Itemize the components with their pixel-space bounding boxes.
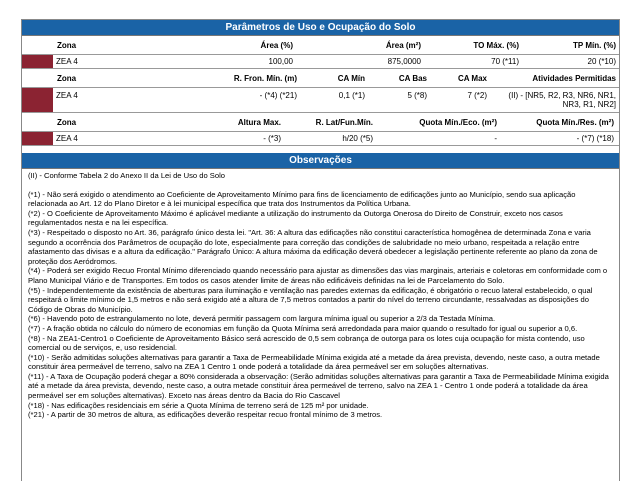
header-area-m2: Área (m²) — [385, 40, 421, 50]
table2-header — [22, 69, 619, 87]
cell-ca-bas: 5 (*8) — [407, 91, 427, 100]
obs-spacer — [28, 181, 613, 190]
cell-zona: ZEA 4 — [56, 134, 78, 143]
header-ca-bas: CA Bas — [398, 73, 427, 83]
header-area-pct: Área (%) — [260, 40, 293, 50]
obs-line: (*3) - Respeitado o disposto no Art. 36, parágrafo único desta lei. "Art. 36: A altura das edificações não constitui característica homogênea de determinada Zona e varia segundo a ocorrência dos Parâmetros de ocupação do lote, especialmente para correção das condições de salubridade no meio urbano, respeitada a relação entre afastamento das divisas e a altura da edificação." Parágrafo Único: A altura máxima da edificação deverá obedecer a legislação pertinente referente ao plano da zona de proteção dos Aeródromos. — [28, 227, 598, 266]
cell-atividades — [490, 88, 619, 109]
cell-quota-res: - (*7) (*18) — [576, 134, 614, 143]
zone-color-swatch — [22, 88, 53, 112]
cell-recuo-frontal: - (*4) (*21) — [259, 91, 297, 100]
obs-line: (*6) - Havendo poto de estrangulamento no lote, deverá permitir passagem com largura mínima igual ou superior a 2/3 da Testada Mínima. — [28, 314, 496, 324]
parameters-title: Parâmetros de Uso e Ocupação do Solo — [22, 20, 619, 36]
obs-line: (*7) - A fração obtida no cálculo do número de economias em função da Quota Mínima será arredondada para maior quando o resultado for igual ou superior a 0,6. — [28, 323, 578, 333]
cell-zona: ZEA 4 — [56, 57, 78, 66]
observations-text — [22, 169, 619, 420]
table1-row — [22, 54, 619, 69]
header-zona: Zona — [57, 117, 77, 127]
header-quota-res: Quota Mín./Res. (m²) — [536, 117, 614, 127]
header-ca-max: CA Max — [457, 73, 487, 83]
zone-color-swatch — [22, 55, 53, 68]
obs-line: (II) - Conforme Tabela 2 do Anexo II da Lei de Uso do Solo — [28, 171, 225, 180]
obs-line: (*5) - Independentemente da existência de aberturas para iluminação e ventilação nas paredes externas da edificação, é obrigatório o recuo lateral estabelecido, o qual respeitará o limite mínimo de 1,5 metros e não será exigido até a altura de 7,5 metros contados a partir do nível do terreno circundante, ressalvadas as disposições do Código de Obras do Município. — [28, 285, 593, 314]
cell-quota-eco: - — [494, 134, 497, 143]
table2-row — [22, 87, 619, 113]
atividades-line-1: (II) - [NR5, R2, R3, NR6, NR1, — [508, 91, 616, 100]
cell-altura-max: - (*3) — [263, 134, 281, 143]
header-to-max: TO Máx. (%) — [473, 40, 519, 50]
cell-ca-max: 7 (*2) — [467, 91, 487, 100]
table3-row — [22, 131, 619, 146]
zone-color-swatch — [22, 132, 53, 145]
atividades-line-2: NR3, R1, NR2] — [562, 100, 616, 109]
header-zona: Zona — [57, 73, 77, 83]
obs-line: (*11) - A Taxa de Ocupação poderá chegar a 80% considerada a observação: (Serão admitidas soluções alternativas para garantir a Taxa de Permeabilidade Mínima exigida até a metade da área prevista, devendo, neste caso, a outra metade constituir área permeável de terreno, salvo na ZEA 1 - Centro 1 onde poderá a totalidade da área permeável ser em soluções alternativas). Exceto nas áreas dentro da Bacia do Rio Cascavel — [28, 371, 609, 401]
cell-recuo-lateral: h/20 (*5) — [342, 134, 373, 143]
obs-line: (*21) - A partir de 30 metros de altura, as edificações deverão respeitar recuo frontal mínimo de 3 metros. — [28, 410, 383, 420]
obs-line: (*2) - O Coeficiente de Aproveitamento Máximo é aplicável mediante a utilização do instrumento da Outorga Onerosa do Direito de Construir, exceto nos casos regulamentados nesta e na lei específica. — [28, 208, 563, 228]
observations-title: Observações — [22, 153, 619, 169]
obs-line: (*18) - Nas edificações residenciais em série a Quota Mínima de terreno será de 125 m² por unidade. — [28, 400, 369, 410]
header-recuo-frontal: R. Fron. Mín. (m) — [233, 73, 297, 83]
cell-to-max: 70 (*11) — [491, 57, 519, 66]
header-ca-min: CA Mín — [337, 73, 365, 83]
cell-tp-min: 20 (*10) — [587, 57, 616, 66]
obs-line: (*1) - Não será exigido o atendimento ao Coeficiente de Aproveitamento Mínimo para fins de licenciamento de edificações junto ao Município, sendo sua aplicação relacionada ao Art. 12 do Plano Diretor e à lei municipal específica que trata dos Instrumentos da Política Urbana. — [28, 189, 576, 209]
header-quota-eco: Quota Mín./Eco. (m²) — [419, 117, 497, 127]
header-recuo-lateral: R. Lat/Fun.Mín. — [315, 117, 373, 127]
cell-ca-min: 0,1 (*1) — [338, 91, 365, 100]
table3-header — [22, 113, 619, 131]
table1-header — [22, 36, 619, 54]
header-atividades: Atividades Permitidas — [532, 73, 616, 83]
header-zona: Zona — [57, 40, 77, 50]
header-altura-max: Altura Max. — [237, 117, 281, 127]
obs-line: (*4) - Poderá ser exigido Recuo Frontal Mínimo diferenciado quando necessário para ajustar as dimensões das vias marginais, arteriais e coletoras em conformidade com o Plano Municipal Viário e de Transportes. Em todos os casos atender limite de áreas não edificáveis definidas na lei de Parcelamento do Solo. — [28, 266, 608, 285]
cell-zona: ZEA 4 — [56, 91, 78, 100]
parameters-panel — [21, 19, 620, 481]
obs-line: (*8) - Na ZEA1-Centro1 o Coeficiente de Aproveitamento Básico será acrescido de 0,5 sem cobrança de outorga para os lotes cuja ocupação for mista contendo, uso comercial ou de serviços, e, uso residencial. — [28, 333, 585, 353]
cell-area-pct: 100,00 — [268, 57, 293, 66]
cell-area-m2: 875,0000 — [387, 57, 421, 66]
header-tp-min: TP Mín. (%) — [573, 40, 616, 50]
obs-line: (*10) - Serão admitidas soluções alternativas para garantir a Taxa de Permeabilidade Mínima exigida até a metade da área prevista, devendo, neste caso, a outra metade constituir área permeável de terreno, salvo na ZEA 1 Centro 1 onde poderá a totalidade da área permeável ser em soluções alternativas. — [28, 352, 600, 372]
